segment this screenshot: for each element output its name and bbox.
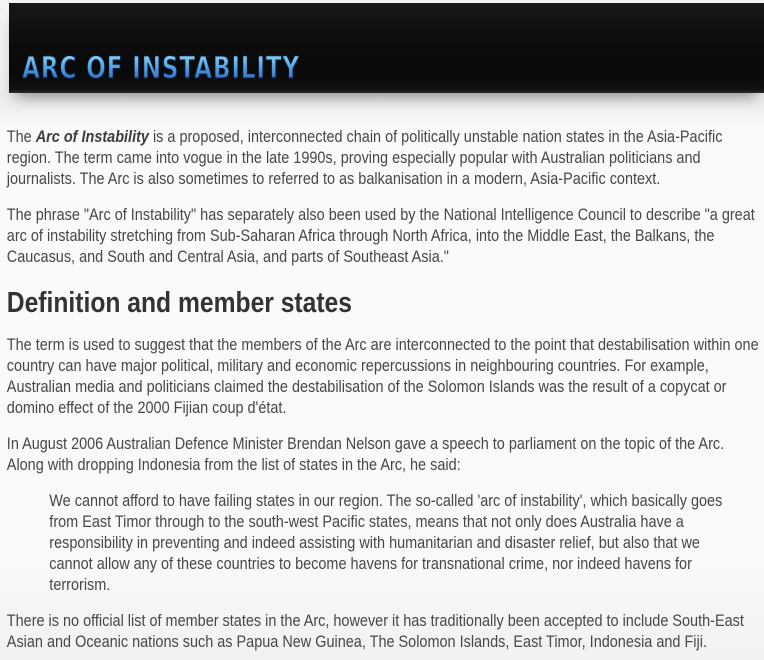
nic-usage-paragraph: The phrase "Arc of Instability" has separately also been used by the National Intelligence Council to describe "a great arc of instability stretching from Sub-Saharan Africa through North Africa, into the Middle East, the Balkans, the Caucasus, and South and Central Asia, and parts of Southeast Asia."	[6, 205, 755, 266]
nelson-quote: We cannot afford to have failing states in our region. The so-called 'arc of instability', which basically goes from East Timor through to the south-west Pacific states, means that not only does Australia have a responsibility in preventing and indeed assisting with humanitarian and disaster relief, but also that we cannot allow any of these countries to become havens for transnational crime, nor indeed havens for terrorism.	[49, 491, 723, 594]
banner-title-graphic	[19, 45, 439, 89]
member-states-paragraph: There is no official list of member states in the Arc, however it has traditionally been accepted to include South-East Asian and Oceanic nations such as Papua New Guinea, The Solomon Islands, East Timor, Indonesia and Fiji.	[6, 611, 744, 651]
intro-prefix: The	[6, 127, 36, 146]
intro-rest: is a proposed, interconnected chain of politically unstable nation states in the Asia-Pacific region. The term came into vogue in the late 1990s, proving especially popular with Australian politicians and journalists. The Arc is also sometimes to referred to as balkanisation in a modern, Asia-Pacific context.	[6, 127, 723, 188]
term-usage-paragraph: The term is used to suggest that the members of the Arc are interconnected to the point that destabilisation within one country can have major political, military and economic repercussions in neighbouring countries. For example, Australian media and politicians claimed the destabilisation of the Solomon Islands was the result of a copycat or domino effect of the 2000 Fijian coup d'état.	[6, 335, 759, 417]
article-content	[0, 126, 764, 652]
page-banner	[9, 3, 764, 93]
intro-term: Arc of Instability	[35, 127, 149, 146]
nelson-intro-paragraph: In August 2006 Australian Defence Minister Brendan Nelson gave a speech to parliament on the topic of the Arc. Along with dropping Indonesia from the list of states in the Arc, he said:	[6, 434, 725, 474]
page	[0, 3, 764, 652]
intro-paragraph	[7, 126, 762, 189]
section-heading: Definition and member states	[6, 287, 352, 319]
page-title: ARC OF INSTABILITY	[22, 51, 301, 86]
